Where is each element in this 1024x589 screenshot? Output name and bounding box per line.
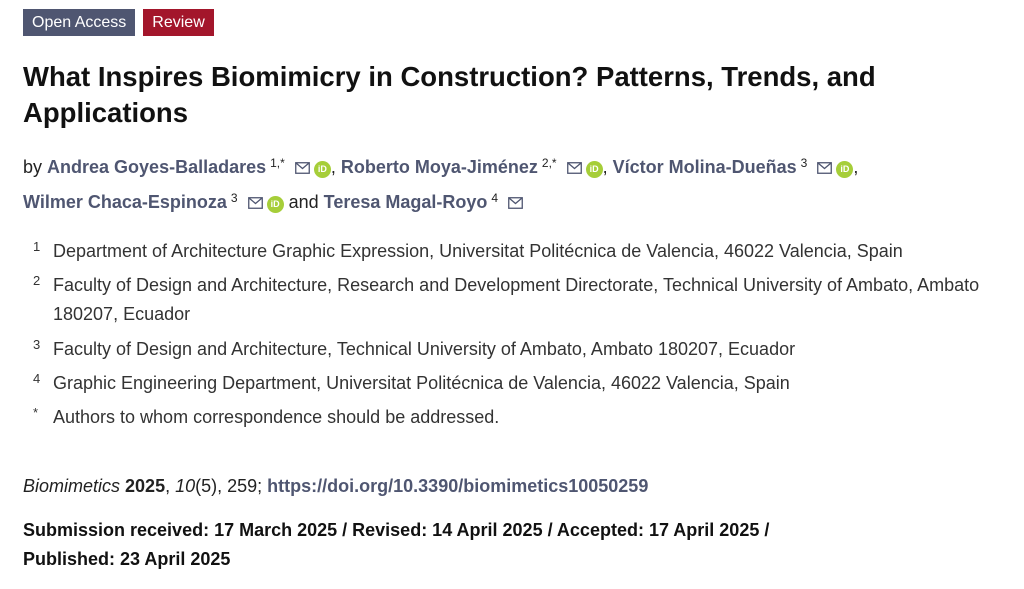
mail-icon[interactable] [817,162,832,174]
author-affiliation-mark: 4 [491,191,499,205]
orcid-icon[interactable]: iD [586,161,603,178]
citation-year: 2025 [125,476,166,496]
affiliation-item [33,403,1018,432]
affiliation-item [33,369,1018,398]
affiliation-mark: 2 [33,273,41,288]
author-name[interactable]: Teresa Magal-Royo [323,192,488,212]
affiliation-item [33,271,1018,329]
affiliation-mark: 3 [33,337,41,352]
author-name[interactable]: Wilmer Chaca-Espinoza [23,192,227,212]
orcid-icon[interactable]: iD [314,161,331,178]
affiliation-mark: 4 [33,371,41,386]
mail-icon[interactable] [567,162,582,174]
affiliation-item [33,237,1018,266]
affiliation-text: Faculty of Design and Architecture, Research and Development Directorate, Technical University of Ambato, Ambato 180207, Ecuador [53,275,980,324]
journal-name: Biomimetics [23,476,121,496]
orcid-icon[interactable]: iD [267,196,284,213]
review-badge[interactable]: Review [143,9,213,36]
author-name[interactable]: Roberto Moya-Jiménez [340,157,538,177]
by-label: by [23,157,43,177]
mail-icon[interactable] [248,197,263,209]
published-date-line: Published: 23 April 2025 [23,549,231,569]
and-label: and [288,192,319,212]
mail-icon[interactable] [508,197,523,209]
author-affiliation-mark: 3 [800,156,808,170]
citation-volume: 10 [175,476,196,496]
citation-pages: , 259; [217,476,268,496]
article-badges [23,9,214,36]
author-affiliation-mark: 3 [230,191,238,205]
doi-link[interactable]: https://doi.org/10.3390/biomimetics10050259 [267,476,649,496]
affiliation-text: Graphic Engineering Department, Universitat Politécnica de Valencia, 46022 Valencia, Spain [53,373,790,393]
open-access-badge[interactable]: Open Access [23,9,135,36]
affiliation-text: Authors to whom correspondence should be addressed. [53,407,500,427]
citation-line: Biomimetics 2025, 10(5), 259; https://doi.org/10.3390/biomimetics10050259 [23,476,649,496]
affiliation-text: Faculty of Design and Architecture, Technical University of Ambato, Ambato 180207, Ecuador [53,339,796,359]
affiliation-text: Department of Architecture Graphic Expression, Universitat Politécnica de Valencia, 46022 Valencia, Spain [53,241,903,261]
citation-issue: (5) [195,476,218,496]
article-title: What Inspires Biomimicry in Construction? Patterns, Trends, and Applications [23,61,876,128]
mail-icon[interactable] [295,162,310,174]
author-name[interactable]: Víctor Molina-Dueñas [612,157,797,177]
affiliation-item [33,335,1018,364]
submission-dates-line: Submission received: 17 March 2025 / Revised: 14 April 2025 / Accepted: 17 April 2025 / [23,520,770,540]
author-name[interactable]: Andrea Goyes-Balladares [47,157,267,177]
publication-dates [23,516,1003,574]
author-affiliation-mark: 2,* [541,156,557,170]
author-affiliation-mark: 1,* [270,156,285,170]
affiliation-mark: * [33,405,39,420]
affiliation-mark: 1 [33,239,41,254]
author-list: by Andrea Goyes-Balladares $^{1,*}$ iD , Roberto Moya-Jiménez $^{2,*}$ iD , Víctor Molina-Dueñas $^3$ iD , Wilmer Chaca-Espinoza $^3$ iD and Teresa Magal-Royo $^4$ [23,156,859,212]
orcid-icon[interactable]: iD [836,161,853,178]
